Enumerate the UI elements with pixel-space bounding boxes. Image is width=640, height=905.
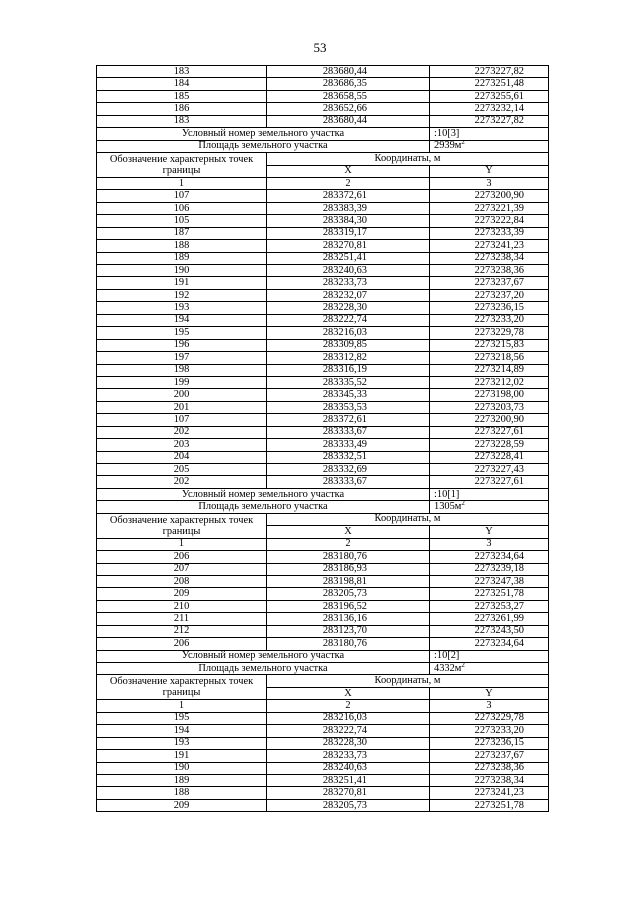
table-row [97,389,549,401]
y-coordinate: 2273251,78 [430,588,549,600]
y-coordinate: 2273251,48 [430,78,549,90]
y-coordinate: 2273238,36 [430,762,549,774]
point-number: 199 [97,376,267,388]
point-number: 206 [97,638,267,650]
x-coordinate: 283680,44 [267,66,430,78]
column-number-3: 3 [430,177,549,189]
point-number: 203 [97,439,267,451]
point-number: 187 [97,227,267,239]
point-designation-header: Обозначение характерных точек границы [97,513,267,538]
table-row [97,750,549,762]
point-number: 184 [97,78,267,90]
x-coordinate: 283186,93 [267,563,430,575]
table-row [97,464,549,476]
y-coordinate: 2273255,61 [430,90,549,102]
x-coordinate: 283123,70 [267,625,430,637]
point-number: 195 [97,712,267,724]
y-coordinate: 2273238,34 [430,252,549,264]
y-coordinate: 2273227,43 [430,464,549,476]
y-coordinate: 2273200,90 [430,190,549,202]
table-row [97,289,549,301]
table-header-row [97,675,549,687]
table-row [97,327,549,339]
y-coordinate: 2273233,39 [430,227,549,239]
y-coordinate: 2273221,39 [430,202,549,214]
x-header: X [267,165,430,177]
y-coordinate: 2273236,15 [430,302,549,314]
point-number: 193 [97,302,267,314]
table-row [97,115,549,127]
y-coordinate: 2273227,61 [430,476,549,488]
x-coordinate: 283216,03 [267,712,430,724]
y-coordinate: 2273227,61 [430,426,549,438]
y-coordinate: 2273251,78 [430,799,549,811]
point-number: 205 [97,464,267,476]
point-number: 190 [97,265,267,277]
table-row [97,451,549,463]
point-number: 188 [97,787,267,799]
table-row [97,240,549,252]
table-row [97,190,549,202]
x-coordinate: 283658,55 [267,90,430,102]
point-number: 107 [97,414,267,426]
y-coordinate: 2273200,90 [430,414,549,426]
area-unit: м [454,501,462,513]
parcel-number-row [97,128,549,140]
x-coordinate: 283240,63 [267,762,430,774]
area-unit: м [454,140,462,152]
parcel-area-row [97,663,549,675]
table-row [97,401,549,413]
table-row [97,277,549,289]
x-coordinate: 283309,85 [267,339,430,351]
point-number: 192 [97,289,267,301]
table-row [97,215,549,227]
point-number: 207 [97,563,267,575]
point-number: 185 [97,90,267,102]
y-coordinate: 2273229,78 [430,327,549,339]
x-coordinate: 283316,19 [267,364,430,376]
column-number-1: 1 [97,177,267,189]
x-header: X [267,687,430,699]
table-row [97,787,549,799]
x-coordinate: 283240,63 [267,265,430,277]
point-number: 206 [97,551,267,563]
x-coordinate: 283216,03 [267,327,430,339]
table-row [97,613,549,625]
point-number: 196 [97,339,267,351]
parcel-area-label: Площадь земельного участка [97,140,430,152]
column-number-2: 2 [267,700,430,712]
column-number-row [97,700,549,712]
parcel-area-row [97,140,549,152]
table-row [97,103,549,115]
y-coordinate: 2273212,02 [430,376,549,388]
y-coordinate: 2273261,99 [430,613,549,625]
x-coordinate: 283136,16 [267,613,430,625]
x-coordinate: 283222,74 [267,314,430,326]
x-coordinate: 283686,35 [267,78,430,90]
y-coordinate: 2273215,83 [430,339,549,351]
table-row [97,376,549,388]
parcel-area-label: Площадь земельного участка [97,501,430,513]
table-row [97,600,549,612]
point-number: 190 [97,762,267,774]
x-coordinate: 283332,69 [267,464,430,476]
y-coordinate: 2273228,59 [430,439,549,451]
table-row [97,625,549,637]
point-number: 195 [97,327,267,339]
parcel-number-value: :10[2] [430,650,549,662]
area-unit: м [454,662,462,674]
x-coordinate: 283333,49 [267,439,430,451]
y-coordinate: 2273214,89 [430,364,549,376]
point-designation-header: Обозначение характерных точек границы [97,675,267,700]
table-row [97,563,549,575]
area-unit-superscript: 2 [461,140,465,147]
table-row [97,575,549,587]
y-coordinate: 2273237,20 [430,289,549,301]
point-number: 209 [97,588,267,600]
coordinates-header: Координаты, м [267,513,549,525]
y-coordinate: 2273241,23 [430,240,549,252]
table-row [97,252,549,264]
x-coordinate: 283198,81 [267,575,430,587]
point-number: 204 [97,451,267,463]
x-coordinate: 283270,81 [267,240,430,252]
table-header-row [97,153,549,165]
parcel-area-value [430,663,549,675]
table-row [97,314,549,326]
area-number: 4332 [434,662,455,674]
y-coordinate: 2273236,15 [430,737,549,749]
table-row [97,799,549,811]
point-number: 198 [97,364,267,376]
point-number: 193 [97,737,267,749]
point-number: 106 [97,202,267,214]
y-coordinate: 2273198,00 [430,389,549,401]
y-coordinate: 2273229,78 [430,712,549,724]
point-number: 186 [97,103,267,115]
parcel-area-label: Площадь земельного участка [97,663,430,675]
coordinates-table [96,65,549,812]
table-row [97,737,549,749]
area-unit-superscript: 2 [461,662,465,669]
parcel-number-value: :10[3] [430,128,549,140]
table-row [97,725,549,737]
x-coordinate: 283232,07 [267,289,430,301]
table-header-row [97,513,549,525]
x-coordinate: 283251,41 [267,774,430,786]
x-coordinate: 283196,52 [267,600,430,612]
y-coordinate: 2273234,64 [430,638,549,650]
x-coordinate: 283233,73 [267,277,430,289]
x-coordinate: 283233,73 [267,750,430,762]
table-row [97,588,549,600]
coordinates-header: Координаты, м [267,675,549,687]
y-coordinate: 2273203,73 [430,401,549,413]
parcel-area-value [430,501,549,513]
point-number: 194 [97,725,267,737]
point-number: 201 [97,401,267,413]
x-coordinate: 283383,39 [267,202,430,214]
parcel-number-label: Условный номер земельного участка [97,650,430,662]
table-row [97,227,549,239]
table-row [97,439,549,451]
x-header: X [267,526,430,538]
x-coordinate: 283372,61 [267,190,430,202]
coordinates-header: Координаты, м [267,153,549,165]
table-row [97,352,549,364]
y-coordinate: 2273227,82 [430,115,549,127]
point-number: 183 [97,115,267,127]
parcel-area-row [97,501,549,513]
y-coordinate: 2273237,67 [430,750,549,762]
x-coordinate: 283180,76 [267,551,430,563]
y-coordinate: 2273234,64 [430,551,549,563]
x-coordinate: 283345,33 [267,389,430,401]
point-number: 183 [97,66,267,78]
y-coordinate: 2273228,41 [430,451,549,463]
point-number: 197 [97,352,267,364]
y-coordinate: 2273247,38 [430,575,549,587]
y-coordinate: 2273239,18 [430,563,549,575]
x-coordinate: 283251,41 [267,252,430,264]
table-row [97,476,549,488]
area-unit-superscript: 2 [461,500,465,508]
x-coordinate: 283652,66 [267,103,430,115]
y-coordinate: 2273253,27 [430,600,549,612]
point-number: 211 [97,613,267,625]
y-header: Y [430,687,549,699]
point-designation-header: Обозначение характерных точек границы [97,153,267,178]
column-number-3: 3 [430,700,549,712]
point-number: 202 [97,426,267,438]
table-row [97,90,549,102]
point-number: 188 [97,240,267,252]
y-coordinate: 2273241,23 [430,787,549,799]
table-row [97,302,549,314]
point-number: 202 [97,476,267,488]
column-number-2: 2 [267,177,430,189]
x-coordinate: 283205,73 [267,799,430,811]
table-row [97,339,549,351]
column-number-2: 2 [267,538,430,550]
y-coordinate: 2273218,56 [430,352,549,364]
x-coordinate: 283335,52 [267,376,430,388]
y-coordinate: 2273238,34 [430,774,549,786]
point-number: 209 [97,799,267,811]
column-number-1: 1 [97,700,267,712]
x-coordinate: 283333,67 [267,426,430,438]
y-coordinate: 2273227,82 [430,66,549,78]
column-number-3: 3 [430,538,549,550]
y-coordinate: 2273243,50 [430,625,549,637]
table-row [97,638,549,650]
y-coordinate: 2273237,67 [430,277,549,289]
y-header: Y [430,526,549,538]
y-coordinate: 2273238,36 [430,265,549,277]
point-number: 191 [97,277,267,289]
parcel-number-row [97,650,549,662]
y-coordinate: 2273233,20 [430,314,549,326]
x-coordinate: 283353,53 [267,401,430,413]
table-row [97,712,549,724]
x-coordinate: 283312,82 [267,352,430,364]
point-number: 210 [97,600,267,612]
y-coordinate: 2273222,84 [430,215,549,227]
table-row [97,78,549,90]
point-number: 208 [97,575,267,587]
column-number-1: 1 [97,538,267,550]
parcel-area-value [430,140,549,152]
table-row [97,414,549,426]
table-row [97,364,549,376]
x-coordinate: 283332,51 [267,451,430,463]
x-coordinate: 283205,73 [267,588,430,600]
table-row [97,265,549,277]
table-row [97,66,549,78]
column-number-row [97,177,549,189]
table-row [97,202,549,214]
table-row [97,551,549,563]
column-number-row [97,538,549,550]
point-number: 105 [97,215,267,227]
x-coordinate: 283228,30 [267,302,430,314]
x-coordinate: 283270,81 [267,787,430,799]
area-number: 2939 [434,140,455,152]
area-number: 1305 [434,501,455,513]
table-row [97,762,549,774]
table-row [97,426,549,438]
point-number: 212 [97,625,267,637]
y-coordinate: 2273233,20 [430,725,549,737]
point-number: 107 [97,190,267,202]
point-number: 189 [97,774,267,786]
point-number: 191 [97,750,267,762]
parcel-number-value: :10[1] [430,488,549,500]
point-number: 189 [97,252,267,264]
point-number: 200 [97,389,267,401]
point-number: 194 [97,314,267,326]
x-coordinate: 283319,17 [267,227,430,239]
x-coordinate: 283372,61 [267,414,430,426]
x-coordinate: 283180,76 [267,638,430,650]
x-coordinate: 283384,30 [267,215,430,227]
x-coordinate: 283680,44 [267,115,430,127]
y-coordinate: 2273232,14 [430,103,549,115]
x-coordinate: 283222,74 [267,725,430,737]
parcel-number-label: Условный номер земельного участка [97,488,430,500]
y-header: Y [430,165,549,177]
parcel-number-label: Условный номер земельного участка [97,128,430,140]
table-row [97,774,549,786]
parcel-number-row [97,488,549,500]
x-coordinate: 283228,30 [267,737,430,749]
page-number: 53 [313,40,327,55]
x-coordinate: 283333,67 [267,476,430,488]
